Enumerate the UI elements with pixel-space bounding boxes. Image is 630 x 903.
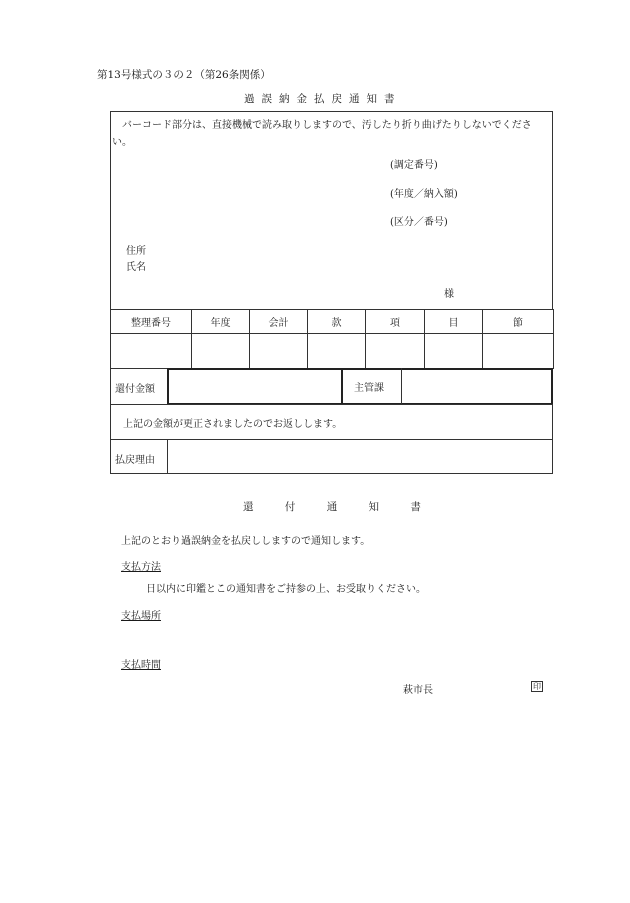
payment-method-text: 日以内に印鑑とこの通知書をご持参の上、お受取りください。 [146, 584, 426, 595]
corrected-notice: 上記の金額が更正されましたのでお返しします。 [123, 419, 343, 430]
classification-table [110, 309, 554, 369]
refund-reason-divider [167, 440, 168, 473]
cell-year [192, 334, 250, 369]
refund-amount-label: 還付金額 [115, 384, 155, 395]
department-divider [401, 368, 402, 405]
document-title: 過誤納金払戻通知書 [244, 93, 402, 105]
header-detail: 節 [483, 310, 554, 334]
header-item: 項 [366, 310, 425, 334]
honorific: 様 [444, 289, 454, 300]
name-label: 氏名 [126, 262, 146, 273]
refund-reason-row [110, 439, 553, 474]
code-category-number: (区分／番号) [390, 217, 448, 228]
payment-time-label: 支払時間 [121, 660, 161, 671]
cell-detail [483, 334, 554, 369]
header-account: 会計 [250, 310, 308, 334]
section-title: 還 付 通 知 書 [243, 501, 421, 513]
address-label: 住所 [126, 246, 146, 257]
cell-subitem [425, 334, 483, 369]
header-reference-number: 整理番号 [111, 310, 192, 334]
seal-mark: 印 [533, 682, 541, 691]
payment-method-label: 支払方法 [121, 562, 161, 573]
cell-item [366, 334, 425, 369]
cell-reference-number [111, 334, 192, 369]
code-adjustment-number: (調定番号) [390, 160, 438, 171]
refund-amount-field [167, 368, 343, 405]
refund-reason-label: 払戻理由 [115, 455, 155, 466]
cell-account [250, 334, 308, 369]
cell-section [308, 334, 366, 369]
barcode-note: バーコード部分は、直接機械で読み取りしますので、汚したり折り曲げたりしないでください。 [112, 120, 532, 148]
header-subitem: 目 [425, 310, 483, 334]
header-section: 款 [308, 310, 366, 334]
notice-text: 上記のとおり過誤納金を払戻ししますので通知します。 [121, 536, 371, 547]
form-number: 第13号様式の３の２（第26条関係） [97, 69, 271, 81]
department-label: 主管課 [354, 383, 384, 394]
payment-place-label: 支払場所 [121, 611, 161, 622]
mayor-signature: 萩市長 [403, 685, 433, 696]
corrected-notice-row [110, 404, 553, 440]
header-year: 年度 [192, 310, 250, 334]
code-year-amount: (年度／納入額) [390, 189, 458, 200]
